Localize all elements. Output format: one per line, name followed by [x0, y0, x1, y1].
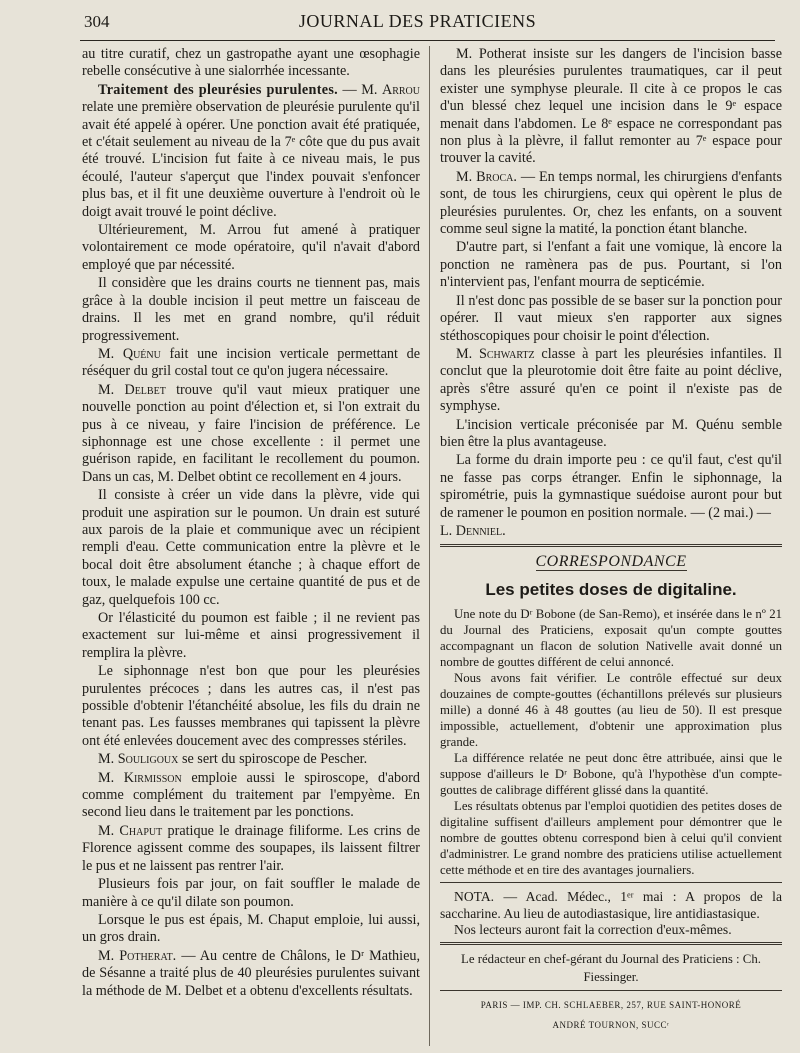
paragraph: Nous avons fait vérifier. Le contrôle effectué sur deux douzaines de compte-gouttes (échantillons prélevés sur plusieurs mille) a donné 46 à 48 gouttes (au lieu de 50). Il est presque impossible, actuellement, d'obtenir une approximation plus grande.	[440, 671, 782, 750]
note-text: Nos lecteurs auront fait la correction d'eux-mêmes.	[454, 922, 732, 937]
paragraph: au titre curatif, chez un gastropathe ayant une œsophagie rebelle consécutive à une sialorrhée incessante.	[82, 46, 420, 80]
note-rule	[440, 882, 782, 883]
editor-line: Le rédacteur en chef-gérant du Journal des Praticiens : Ch. Fiessinger.	[461, 952, 761, 984]
paragraph: M. Souligoux se sert du spiroscope de Pescher.	[98, 751, 368, 768]
author-name: Arrou	[381, 81, 420, 98]
paragraph: Lorsque le pus est épais, M. Chaput emploie, lui aussi, un gros drain.	[82, 911, 420, 946]
note-text: NOTA. — Acad. Médec., 1ᵉʳ mai : A propos de la saccharine. Au lieu de autodiastasique, lire antidiastasique.	[440, 889, 782, 921]
author-name: Potherat.	[119, 947, 177, 964]
imprint-rule-thin	[440, 990, 782, 991]
paragraph: M. Broca. — En temps normal, les chirurgiens d'enfants sont, de tous les chirurgiens, ceux qui opèrent le plus de pleurésies purulentes. Or, chez les enfants, on a souvent comme seul signe la matité, la ponction étant blanche.	[440, 168, 782, 238]
paragraph: Ultérieurement, M. Arrou fut amené à pratiquer volontairement ce mode opératoire, qu'il n'avait d'abord employé que par nécessité.	[82, 222, 420, 273]
paragraph-text: trouve qu'il vaut mieux pratiquer une nouvelle ponction au point d'élection et, si l'on extrait du pus à ce niveau, y faire l'incision de préférence. Le siphonnage est une chose excellente : il permet une guérison rapide, en facilitant le recollement du poumon. Dans un cas, M. Delbet obtint ce recollement en 4 jours.	[82, 381, 421, 485]
paragraph-text: se sert du spiroscope de Pescher.	[181, 751, 368, 768]
paragraph: L'incision verticale préconisée par M. Quénu semble bien être la plus avantageuse.	[440, 416, 782, 450]
signature: L. Denniel.	[440, 522, 506, 539]
header-rule	[80, 40, 775, 41]
paragraph: D'autre part, si l'enfant a fait une vomique, là encore la ponction ne ramènera pas de pus. Pourtant, si l'on n'intervient pas, l'enfant mourra de septicémie.	[440, 239, 782, 291]
paragraph: Il consiste à créer un vide dans la plèvre, vide qui produit une aspiration sur le poumon. Un drain est suturé aux parois de la plaie et communique avec un récipient rempli d'eau. Cette communication entre la plèvre et le bocal doit être absolument étanche ; à chaque effort de toux, le malade expulse une certaine quantité de pus et de gaz, quelquefois 100 cc.	[82, 487, 420, 608]
correspondence-body	[440, 606, 782, 878]
article-title: Les petites doses de digitaline.	[485, 579, 737, 599]
imprint-rule	[440, 942, 782, 945]
paragraph: M. Quénu fait une incision verticale permettant de réséquer du gril costal tout ce qu'on jugera nécessaire.	[82, 345, 420, 380]
paragraph: La forme du drain importe peu : ce qu'il faut, c'est qu'il ne fasse pas corps étranger. Enfin le siphonnage, la spirométrie, puis la gymnastique suédoise auront pour but de ramener le poumon en position normale. — (2 mai.) —	[440, 452, 782, 521]
note	[440, 889, 782, 938]
right-column	[440, 46, 782, 1034]
author-name: Broca.	[476, 168, 517, 185]
paragraph-text: — Au centre de Châlons, le Dʳ Mathieu, de Sésanne a traité plus de 40 pleurésies purulentes suivant la méthode de M. Delbet et a obtenu d'excellents résultats.	[82, 947, 421, 999]
paragraph: M. Potherat insiste sur les dangers de l'incision basse dans les pleurésies purulentes traumatiques, car il peut exister une symphyse pleurale. Il cite à ce propos le cas d'un blessé chez lequel une incision dans le 9ᵉ espace menait dans l'abdomen. Le 8ᵉ espace ne correspondant pas non plus à la plèvre, il fallut remonter au 7ᵉ espace pour trouver la cavité.	[440, 46, 782, 167]
paragraph-text: — En temps normal, les chirurgiens d'enfants sont, de tous les chirurgiens, ceux qui opèrent le plus de pleurésies purulentes. Or, chez les enfants, on a souvent comme seul signe la matité, la ponction étant blanche.	[440, 168, 782, 238]
paragraph: Or l'élasticité du poumon est faible ; il ne revient pas exactement sur lui-même et ainsi progressivement il remplira la plèvre.	[82, 610, 420, 661]
left-column	[82, 46, 420, 1001]
running-title: JOURNAL DES PRATICIENS	[298, 11, 537, 31]
author-name: Quénu	[122, 345, 161, 362]
paragraph: M. Chaput pratique le drainage filiforme. Les crins de Florence agissent comme des soupapes, ils laissent filtrer le pus et ne laissent pas rentrer l'air.	[82, 822, 420, 874]
paragraph: M. Delbet trouve qu'il vaut mieux pratiquer une nouvelle ponction au point d'élection et, si l'on extrait du pus à ce niveau, y faire l'incision de préférence. Le siphonnage est une chose excellente : il permet une guérison rapide, en facilitant le recollement du poumon. Dans un cas, M. Delbet obtint ce recollement en 4 jours.	[82, 381, 421, 485]
paragraph: Les résultats obtenus par l'emploi quotidien des petites doses de digitaline suffisent d'ailleurs amplement pour démontrer que le nombre de gouttes obtenu correspond bien à celui qu'il convient d'administrer. Le grand nombre des praticiens utilise actuellement cette méthode et en tire des avantages journaliers.	[440, 799, 782, 878]
paragraph-text: emploie aussi le spiroscope, d'abord comme complément du traitement par l'empyème. En second lieu dans le traitement par les ponctions.	[82, 769, 420, 821]
section-rule	[440, 544, 782, 547]
paragraph: Le siphonnage n'est bon que pour les pleurésies purulentes précoces ; dans les autres cas, il n'est pas possible d'obtenir l'étanchéité absolue, les fils du drain ne tenant pas. Les fausses membranes qui tapissent la plèvre ont été enlevées doucement avec des compresses stériles.	[82, 663, 420, 749]
paragraph-text: relate une première observation de pleurésie purulente qu'il avait été appelé à opérer. Une ponction avait été pratiquée, et c'était seulement au niveau de la 7ᵉ côte que du pus avait été trouvé. L'incision fut faite à ce niveau mais, le pus écoulé, l'auteur s'aperçut que l'index pouvait s'enfoncer plus bas, et il fit une deuxième ouverture à l'endroit où le doigt avait trouvé le point déclive.	[82, 99, 420, 220]
author-name: Kirmisson	[123, 769, 182, 786]
paragraph: M. Schwartz classe à part les pleurésies infantiles. Il conclut que la pleurotomie doit être faite au point déclive, après s'être assuré qu'en ce point il n'existe pas de symphyse.	[440, 345, 782, 415]
section-title	[440, 553, 782, 570]
section-title-text: CORRESPONDANCE	[535, 553, 687, 571]
column-divider	[429, 46, 430, 1046]
author-name: Schwartz	[478, 345, 535, 362]
paragraph: Traitement des pleurésies purulentes. — M. Arrou relate une première observation de pleurésie purulente qu'il avait été appelé à opérer. Une ponction avait été pratiquée, et c'était seulement au niveau de la 7ᵉ côte que du pus avait été trouvé. L'incision fut faite à ce niveau mais, le pus écoulé, l'auteur s'aperçut que l'index pouvait s'enfoncer plus bas, et il fit une deuxième ouverture à l'endroit où le doigt avait trouvé le point déclive.	[82, 81, 420, 220]
author-name: Delbet	[124, 381, 166, 398]
paragraph-text: fait une incision verticale permettant de réséquer du gril costal tout ce qu'on jugera nécessaire.	[82, 345, 420, 380]
paragraph: Une note du Dʳ Bobone (de San-Remo), et insérée dans le nº 21 du Journal des Praticiens, exposait qu'un compte gouttes accompagnant un flacon de solution Nativelle avait donné un nombre de gouttes différent de celui annoncé.	[440, 607, 782, 670]
paragraph: M. Potherat. — Au centre de Châlons, le Dʳ Mathieu, de Sésanne a traité plus de 40 pleurésies purulentes suivant la méthode de M. Delbet et a obtenu d'excellents résultats.	[82, 947, 421, 999]
paragraph: M. Kirmisson emploie aussi le spiroscope, d'abord comme complément du traitement par l'empyème. En second lieu dans le traitement par les ponctions.	[82, 769, 420, 821]
paragraph: Il considère que les drains courts ne tiennent pas, mais grâce à la double incision il peut mettre un faisceau de drains. Il les met en grand nombre, qu'il réduit progressivement.	[82, 275, 420, 344]
author-name: Souligoux	[117, 751, 179, 768]
section-heading: Traitement des pleurésies purulentes.	[98, 81, 338, 98]
page-number: 304	[84, 12, 110, 31]
paragraph: La différence relatée ne peut donc être attribuée, ainsi que le suppose d'ailleurs le Dʳ Bobone, qu'à l'hypothèse d'un compte-gouttes de calibrage différent glissé dans la quantité.	[440, 751, 782, 798]
printer-line-2: ANDRÉ TOURNON, SUCCʳ	[552, 1019, 670, 1030]
author-name: Chaput	[119, 822, 163, 839]
paragraph: Il n'est donc pas possible de se baser sur la ponction pour opérer. Il vaut mieux s'en rapporter aux signes stéthoscopiques pour choisir le point d'élection.	[440, 292, 782, 344]
printer-line: PARIS — IMP. CH. SCHLAEBER, 257, RUE SAINT-HONORÉ	[480, 1000, 742, 1011]
paragraph: Plusieurs fois par jour, on fait souffler le malade de manière à ce qu'il dilate son poumon.	[82, 876, 420, 910]
paragraph-text: classe à part les pleurésies infantiles. Il conclut que la pleurotomie doit être faite au point déclive, après s'être assuré qu'en ce point il n'existe pas de symphyse.	[440, 345, 782, 415]
page-header	[60, 8, 775, 42]
paragraph-text: pratique le drainage filiforme. Les crins de Florence agissent comme des soupapes, ils laissent filtrer le pus et ne laissent pas rentrer l'air.	[82, 822, 420, 874]
